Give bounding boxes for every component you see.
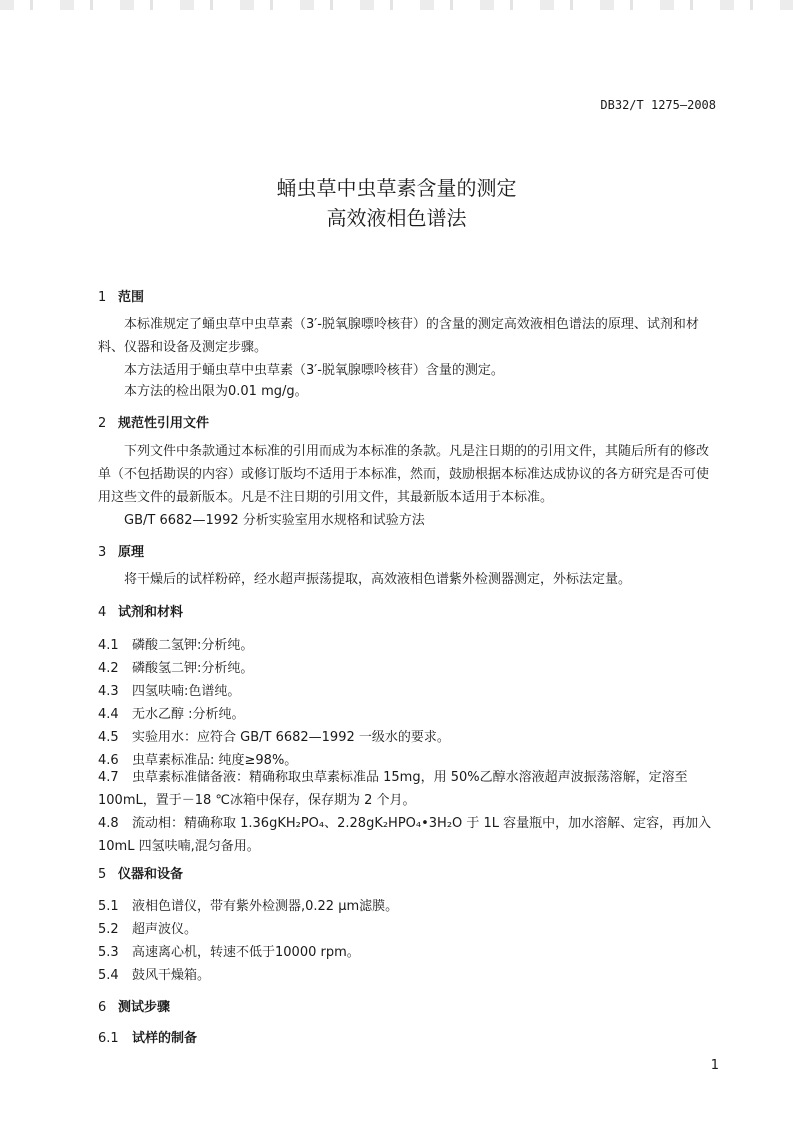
- item-text: 实验用水：应符合 GB/T 6682—1992 一级水的要求。: [132, 730, 450, 745]
- section-4-title: 试剂和材料: [118, 605, 184, 620]
- title-line-1: 蛹虫草中虫草素含量的测定: [276, 176, 517, 200]
- section-1-number: 1: [98, 290, 107, 305]
- section-1-para-3: 本方法的检出限为0.01 mg/g。: [124, 384, 308, 399]
- page-number: 1: [710, 1058, 719, 1073]
- section-4-heading: [98, 601, 183, 620]
- list-item: [98, 680, 240, 699]
- document-code: DB32/T 1275—2008: [600, 98, 716, 112]
- section-1-para-1: 本标准规定了蛹虫草中虫草素（3′-脱氧腺嘌呤核苷）的含量的测定高效液相色谱法的原理、试剂和材料、仪器和设备及测定步骤。: [98, 317, 699, 355]
- item-text: 磷酸氢二钾:分析纯。: [132, 661, 254, 676]
- section-2-para-2: GB/T 6682—1992 分析实验室用水规格和试验方法: [124, 513, 425, 528]
- item-text: 磷酸二氢钾:分析纯。: [132, 638, 254, 653]
- item-text: 流动相：精确称取 1.36gKH₂PO₄、2.28gK₂HPO₄•3H₂O 于 1L 容量瓶中，加水溶解、定容，再加入 10mL 四氢呋喃,混匀备用。: [98, 816, 712, 854]
- section-3-number: 3: [98, 545, 107, 560]
- item-text: 高速离心机，转速不低于10000 rpm。: [132, 945, 360, 960]
- item-number: 5.2: [98, 922, 119, 937]
- item-number: 4.3: [98, 684, 119, 699]
- section-5-title: 仪器和设备: [118, 867, 184, 882]
- list-item: [98, 726, 450, 745]
- section-4-number: 4: [98, 605, 107, 620]
- item-number: 4.5: [98, 730, 119, 745]
- item-text: 无水乙醇 :分析纯。: [132, 707, 245, 722]
- section-3-title: 原理: [118, 545, 145, 560]
- list-item: [98, 918, 197, 937]
- item-text: 液相色谱仪，带有紫外检测器,0.22 μm滤膜。: [132, 899, 399, 914]
- item-text: 四氢呋喃:色谱纯。: [132, 684, 241, 699]
- item-number: 4.1: [98, 638, 119, 653]
- subsection-6-1-heading: [98, 1027, 197, 1046]
- item-text: 鼓风干燥箱。: [132, 968, 211, 983]
- section-3-para-1: 将干燥后的试样粉碎，经水超声振荡提取，高效液相色谱紫外检测器测定，外标法定量。: [124, 572, 632, 587]
- item-text: 虫草素标准品: 纯度≥98%。: [132, 753, 298, 768]
- list-item: [98, 964, 210, 983]
- scan-artifact-top: [0, 0, 793, 10]
- section-6-title: 测试步骤: [118, 1000, 171, 1015]
- list-item: [98, 895, 398, 914]
- section-2-para-1: 下列文件中条款通过本标准的引用而成为本标准的条款。凡是注日期的的引用文件，其随后所有的修改单（不包括勘误的内容）或修订版均不适用于本标准，然而，鼓励根据本标准达成协议的各方研究是否可使用这些文件的最新版本。凡是不注日期的引用文件，其最新版本适用于本标准。: [98, 444, 710, 505]
- item-number: 5.4: [98, 968, 119, 983]
- section-6-number: 6: [98, 1000, 107, 1015]
- item-number: 4.8: [98, 816, 119, 831]
- list-item: [98, 812, 718, 858]
- section-5-heading: [98, 863, 183, 882]
- item-number: 4.4: [98, 707, 119, 722]
- section-5-number: 5: [98, 867, 107, 882]
- item-number: 5.1: [98, 899, 119, 914]
- section-3-heading: [98, 541, 144, 560]
- item-number: 4.6: [98, 753, 119, 768]
- section-1-title: 范围: [118, 290, 145, 305]
- list-item: [98, 634, 253, 653]
- section-1-heading: [98, 286, 144, 305]
- item-text: 超声波仪。: [132, 922, 198, 937]
- section-6-heading: [98, 996, 170, 1015]
- item-number: 4.7: [98, 770, 119, 785]
- item-number: 5.3: [98, 945, 119, 960]
- subsection-6-1-number: 6.1: [98, 1031, 119, 1046]
- list-item: [98, 657, 253, 676]
- title-line-2: 高效液相色谱法: [326, 206, 467, 230]
- subsection-6-1-title: 试样的制备: [132, 1031, 198, 1046]
- list-item: [98, 766, 718, 812]
- section-1-para-2: 本方法适用于蛹虫草中虫草素（3′-脱氧腺嘌呤核苷）含量的测定。: [124, 363, 504, 378]
- list-item: [98, 703, 245, 722]
- item-number: 4.2: [98, 661, 119, 676]
- section-2-number: 2: [98, 416, 107, 431]
- section-2-title: 规范性引用文件: [118, 416, 210, 431]
- item-text: 虫草素标准储备液：精确称取虫草素标准品 15mg，用 50%乙醇水溶液超声波振荡溶解，定溶至100mL，置于－18 ℃冰箱中保存，保存期为 2 个月。: [98, 770, 688, 808]
- section-2-heading: [98, 412, 209, 431]
- list-item: [98, 941, 360, 960]
